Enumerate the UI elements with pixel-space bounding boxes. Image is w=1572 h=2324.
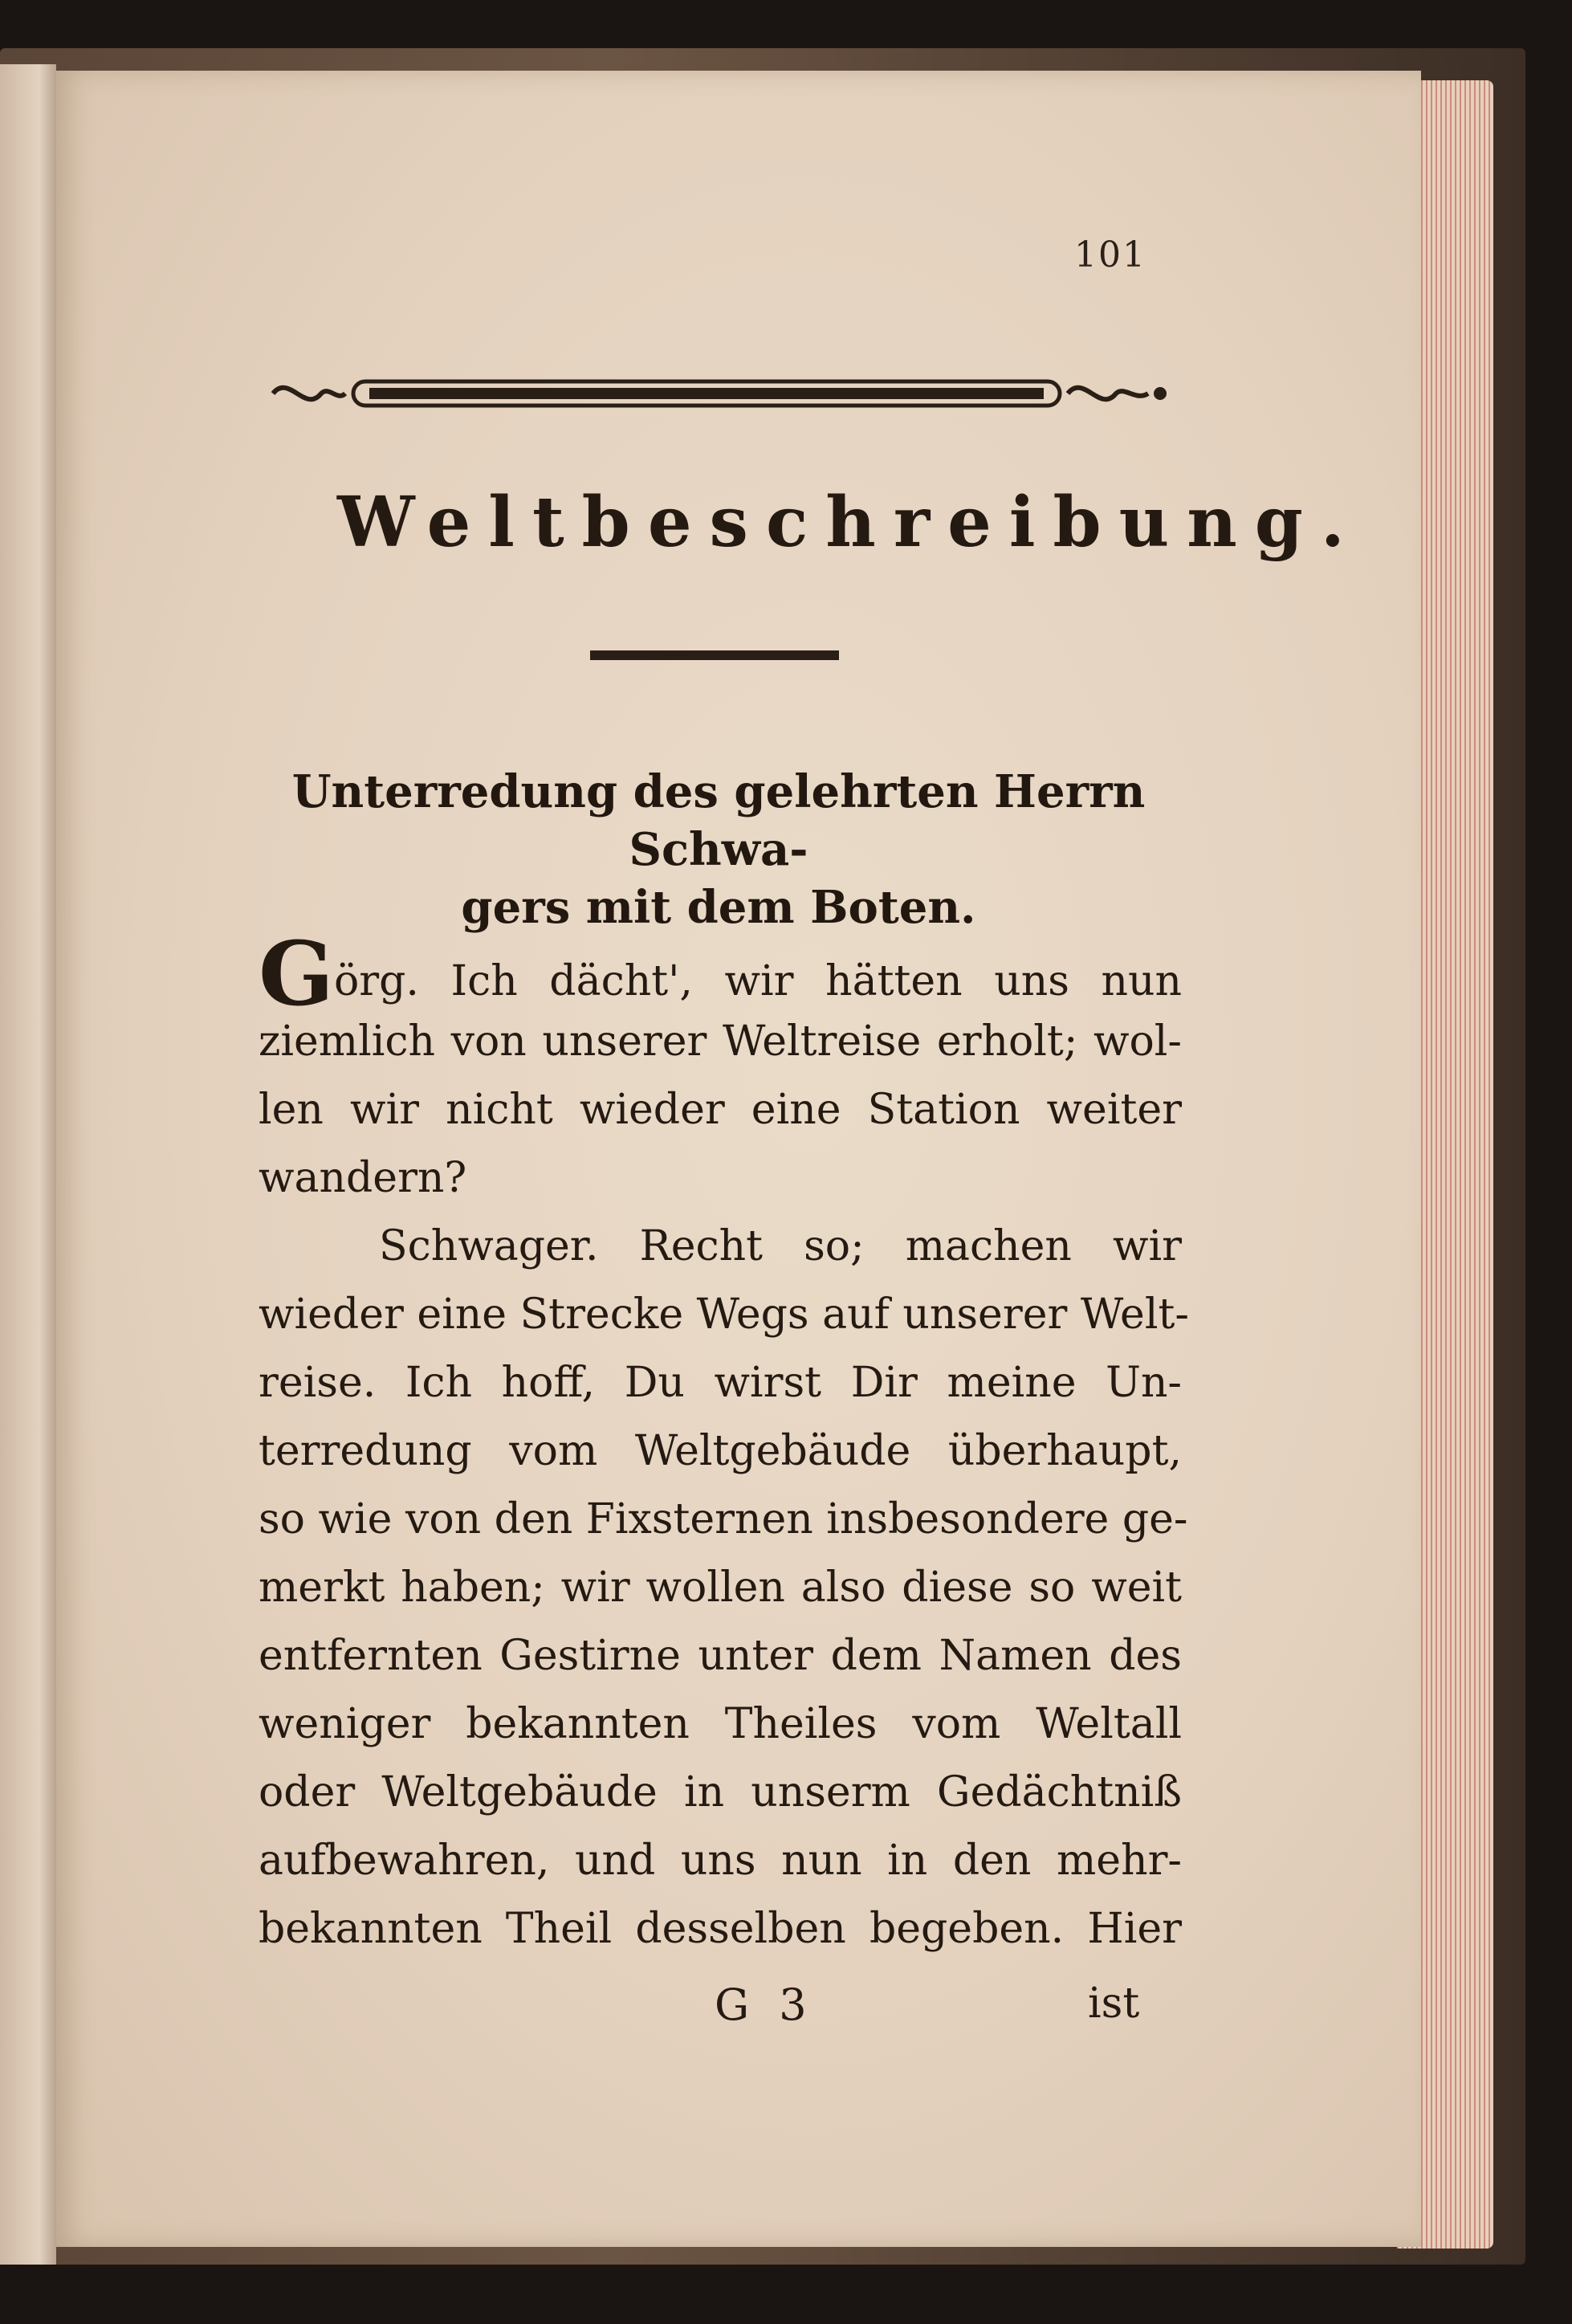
text-line: wieder eine Strecke Wegs auf unserer Welt- [259, 1290, 1189, 1339]
text-line: terredung vom Weltgebäude überhaupt, [259, 1427, 1182, 1475]
chapter-heading: Weltbeschreibung. [337, 482, 1362, 563]
ornamental-rule [257, 365, 1180, 422]
subheading-line: gers mit dem Boten. [461, 881, 976, 934]
text-line: weniger bekannten Theiles vom Weltall [259, 1700, 1182, 1748]
text-line: reise. Ich hoff, Du wirst Dir meine Un- [259, 1359, 1182, 1407]
subheading-line: Unterredung des gelehrten Herrn Schwa- [291, 765, 1146, 876]
heading-rule [590, 650, 839, 660]
facing-page-edge [0, 64, 56, 2265]
text-line: oder Weltgebäude in unserm Gedächtniß [259, 1768, 1182, 1816]
text-line: merkt haben; wir wollen also diese so weit [259, 1564, 1182, 1612]
catchword: ist [1088, 1979, 1140, 2028]
text-line: ziemlich von unserer Weltreise erholt; wol- [259, 1017, 1182, 1066]
body-text [259, 922, 1189, 1963]
text-line: bekannten Theil desselben begeben. Hier [259, 1905, 1182, 1953]
section-subheading [257, 763, 1180, 936]
page-number: 101 [1074, 234, 1146, 275]
text-line [259, 922, 1182, 1025]
text-line: Schwager. Recht so; machen wir [379, 1222, 1182, 1270]
text-line: so wie von den Fixsternen insbesondere ge- [259, 1495, 1188, 1543]
signature-mark: G 3 [715, 1979, 815, 2030]
text-line: wandern? [259, 1154, 467, 1202]
text-line: len wir nicht wieder eine Station weiter [259, 1086, 1182, 1134]
text-line: entfernten Gestirne unter dem Namen des [259, 1632, 1182, 1680]
text-line-content: örg. Ich dächt', wir hätten uns nun [333, 957, 1182, 1005]
text-line: aufbewahren, und uns nun in den mehr- [259, 1837, 1182, 1885]
drop-cap: G [259, 922, 334, 1025]
